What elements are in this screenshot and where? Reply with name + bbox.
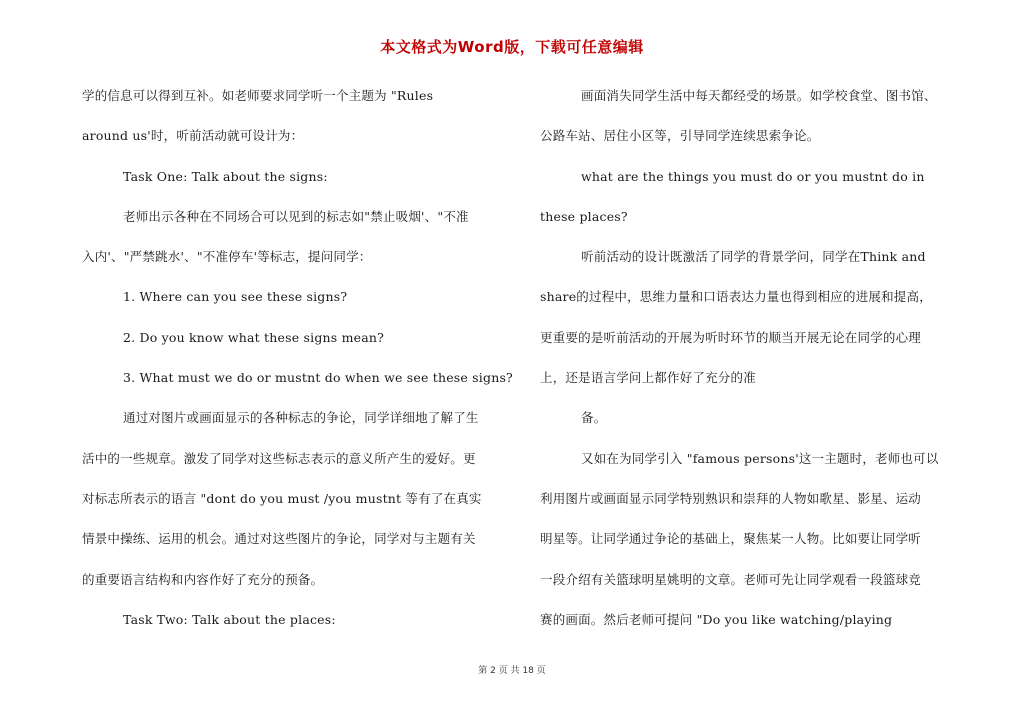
text-line: 1. Where can you see these signs?: [123, 289, 348, 305]
text-line: Task Two: Talk about the places:: [123, 611, 336, 627]
text-line: 画面消失同学生活中每天都经受的场景。如学校食堂、图书馆、: [581, 88, 937, 103]
text-line: 一段介绍有关篮球明星姚明的文章。老师可先让同学观看一段篮球竞: [540, 571, 922, 587]
text-line: 入内'、"严禁跳水'、"不准停车'等标志，提问同学：: [82, 249, 372, 265]
text-line: 更重要的是听前活动的开展为听时环节的顺当开展无论在同学的心理: [540, 329, 922, 345]
text-line: Task One: Talk about the signs:: [123, 168, 328, 184]
left-column: [82, 76, 522, 640]
text-line: what are the things you must do or you mustnt do in: [581, 168, 925, 184]
text-line: these places?: [540, 208, 628, 224]
text-line: 备。: [581, 410, 607, 426]
text-line: 情景中操练、运用的机会。通过对这些图片的争论，同学对与主题有关: [82, 531, 476, 547]
text-line: 2. Do you know what these signs mean?: [123, 329, 385, 345]
text-line: 利用图片或画面显示同学特别熟识和崇拜的人物如歌星、影星、运动: [540, 490, 922, 506]
text-line: 3. What must we do or mustnt do when we see these signs?: [123, 370, 513, 386]
text-line: 赛的画面。然后老师可提问 "Do you like watching/playing: [540, 611, 893, 627]
text-line: 活中的一些规章。激发了同学对这些标志表示的意义所产生的爱好。更: [82, 450, 476, 466]
text-line: 听前活动的设计既激活了同学的背景学问，同学在Think and: [581, 249, 926, 265]
text-line: 学的信息可以得到互补。如老师要求同学听一个主题为 "Rules: [82, 88, 434, 103]
text-line: 老师出示各种在不同场合可以见到的标志如"禁止吸烟'、"不准: [123, 208, 469, 224]
page-number: 第 2 页 共 18 页: [478, 666, 546, 676]
text-line: around us'时，听前活动就可设计为：: [82, 128, 304, 144]
page-header-title: 本文格式为Word版，下载可任意编辑: [380, 38, 644, 56]
text-line: 上，还是语言学问上都作好了充分的准: [540, 370, 756, 386]
text-line: 公路车站、居住小区等，引导同学连续思索争论。: [540, 128, 820, 144]
text-line: 明星等。让同学通过争论的基础上，聚焦某一人物。比如要让同学听: [540, 531, 922, 547]
text-line: 通过对图片或画面显示的各种标志的争论，同学详细地了解了生: [123, 410, 479, 426]
text-line: 又如在为同学引入 "famous persons'这一主题时，老师也可以: [581, 450, 939, 466]
text-line: 的重要语言结构和内容作好了充分的预备。: [82, 571, 324, 587]
right-column: [540, 76, 965, 640]
text-line: 对标志所表示的语言 "dont do you must /you mustnt 等有了在真实: [82, 490, 482, 506]
text-line: share的过程中，思维力量和口语表达力量也得到相应的进展和提高，: [540, 289, 932, 305]
